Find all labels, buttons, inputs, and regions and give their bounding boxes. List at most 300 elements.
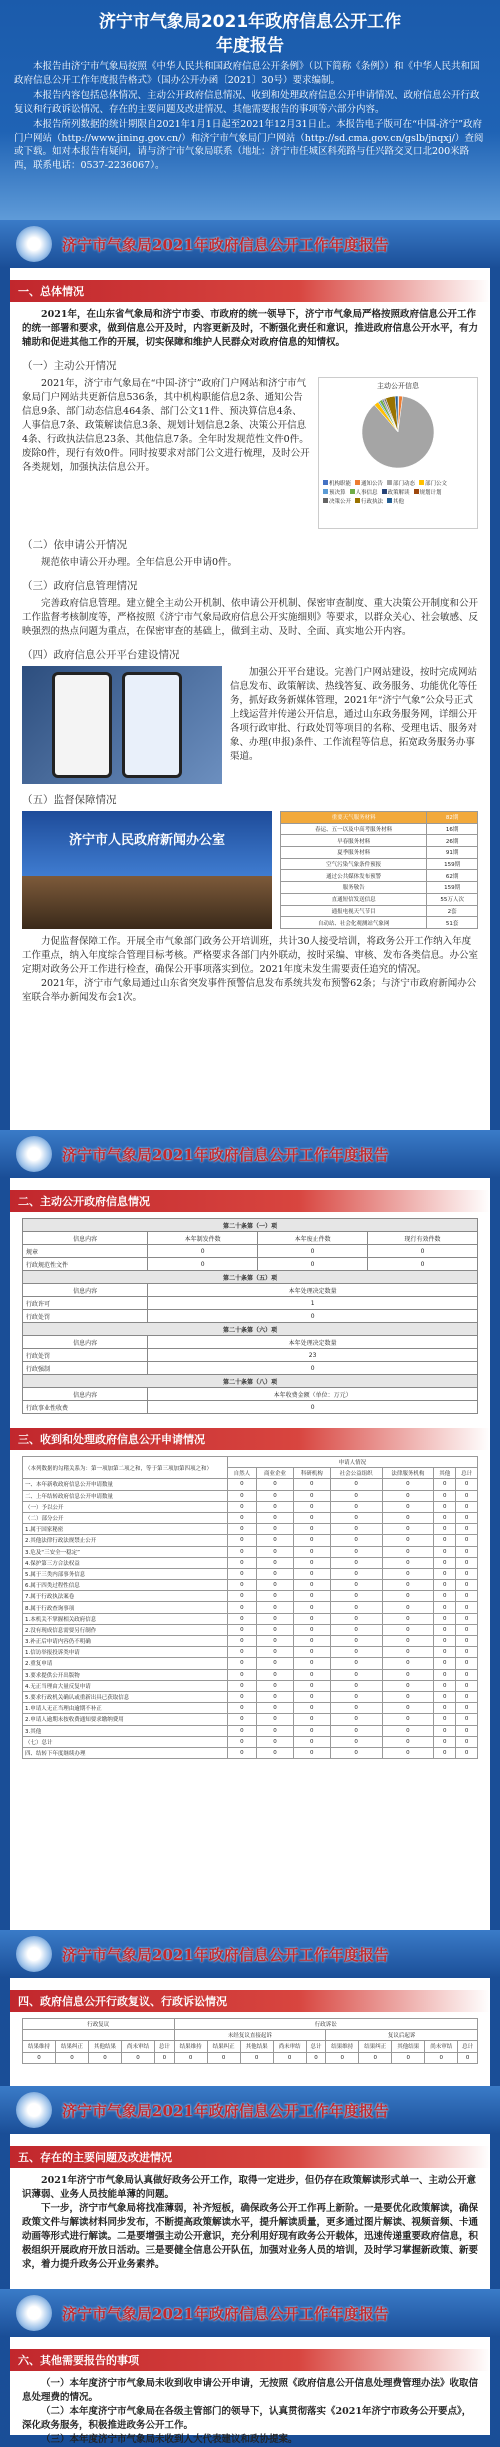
table-header: 本年废止件数 bbox=[258, 1232, 368, 1245]
table-cell: 0 bbox=[257, 1479, 294, 1490]
pie-legend-label: 决策公开 bbox=[329, 499, 352, 505]
table-cell: 0 bbox=[257, 1736, 294, 1747]
section-banner bbox=[0, 2289, 500, 2337]
table-cell: 0 bbox=[434, 1602, 456, 1613]
table-cell: 0 bbox=[257, 1669, 294, 1680]
table-cell: 0 bbox=[293, 1602, 330, 1613]
table-cell: 0 bbox=[382, 1613, 434, 1624]
table-cell: 0 bbox=[434, 1591, 456, 1602]
pie-legend-item bbox=[323, 497, 351, 505]
table-cell: 0 bbox=[257, 1703, 294, 1714]
table-cell: 0 bbox=[330, 1725, 382, 1736]
table-header: 总计 bbox=[458, 2041, 478, 2052]
pie-legend-item bbox=[355, 497, 383, 505]
table-cell: 0 bbox=[382, 1680, 434, 1691]
table-cell: 0 bbox=[382, 1714, 434, 1725]
table-cell: 3.补正后申请内容仍不明确 bbox=[23, 1636, 228, 1647]
table-cell: 0 bbox=[273, 2052, 306, 2063]
table-cell: 0 bbox=[382, 1647, 434, 1658]
table-cell: 0 bbox=[330, 1624, 382, 1635]
table-row bbox=[23, 1680, 478, 1691]
table-cell: 0 bbox=[293, 1647, 330, 1658]
table-cell: 1.本机关不掌握相关政府信息 bbox=[23, 1613, 228, 1624]
subsection-1-title: （一）主动公开情况 bbox=[22, 360, 117, 372]
table-cell: 0 bbox=[382, 1568, 434, 1579]
table-row bbox=[23, 1512, 478, 1523]
table-cell: （一）予以公开 bbox=[23, 1501, 228, 1512]
table-cell: 0 bbox=[434, 1501, 456, 1512]
table-cell: 0 bbox=[382, 1736, 434, 1747]
table-cell: 0 bbox=[293, 1546, 330, 1557]
table-row bbox=[23, 1613, 478, 1624]
table-cell: 0 bbox=[257, 1557, 294, 1568]
table-cell: 0 bbox=[148, 1245, 258, 1258]
table-cell: 0 bbox=[456, 1613, 478, 1624]
table-cell: 0 bbox=[434, 1680, 456, 1691]
emblem-icon bbox=[16, 2092, 52, 2128]
table-row bbox=[23, 1747, 478, 1758]
table-cell: 0 bbox=[258, 1258, 368, 1271]
table-cell: 0 bbox=[257, 1535, 294, 1546]
table-cell: 2.重复申请 bbox=[23, 1658, 228, 1669]
table-cell: 3.要求提供公开出版物 bbox=[23, 1669, 228, 1680]
table-row bbox=[23, 1602, 478, 1613]
table-cell: 0 bbox=[240, 2052, 273, 2063]
table-row bbox=[23, 1725, 478, 1736]
table-cell: 0 bbox=[456, 1524, 478, 1535]
table-cell: 0 bbox=[382, 1658, 434, 1669]
table-header: 结果维持 bbox=[23, 2041, 56, 2052]
table-cell: 0 bbox=[330, 1501, 382, 1512]
table-header: 行政复议 bbox=[23, 2019, 175, 2030]
table-row bbox=[23, 1490, 478, 1501]
table-cell: 0 bbox=[330, 1747, 382, 1758]
table-cell: 0 bbox=[23, 2052, 56, 2063]
table-cell: 0 bbox=[434, 1535, 456, 1546]
table-row bbox=[23, 1624, 478, 1635]
table-cell: 0 bbox=[330, 1490, 382, 1501]
pie-legend-item bbox=[387, 479, 415, 487]
table-cell: 0 bbox=[293, 1591, 330, 1602]
table-cell: 行政许可 bbox=[23, 1297, 148, 1310]
table-cell: 0 bbox=[227, 1602, 256, 1613]
table-row bbox=[23, 1669, 478, 1680]
table-header: 结果纠正 bbox=[207, 2041, 240, 2052]
table-cell: 0 bbox=[456, 1490, 478, 1501]
table-cell: 0 bbox=[227, 1669, 256, 1680]
table-cell: 0 bbox=[330, 1535, 382, 1546]
pie-legend-item bbox=[414, 488, 442, 496]
table-cell: 2套 bbox=[427, 905, 478, 917]
table-cell: 0 bbox=[257, 1680, 294, 1691]
table-cell: 四、结转下年度继续办理 bbox=[23, 1747, 228, 1758]
table-cell: 0 bbox=[227, 1580, 256, 1591]
table-cell: 0 bbox=[227, 1680, 256, 1691]
section-5-title: 五、存在的主要问题及改进情况 bbox=[10, 2146, 490, 2168]
report-title: 济宁市气象局2021年政府信息公开工作 bbox=[98, 12, 402, 32]
table-cell: 0 bbox=[456, 1747, 478, 1758]
table-row bbox=[23, 1714, 478, 1725]
table-cell: 行政规范性文件 bbox=[23, 1258, 148, 1271]
table-cell: 行政处罚 bbox=[23, 1310, 148, 1323]
pie-legend-item bbox=[350, 488, 378, 496]
table-cell: 0 bbox=[434, 1524, 456, 1535]
table-cell: 0 bbox=[207, 2052, 240, 2063]
section-banner bbox=[0, 1930, 500, 1978]
service-stats-table bbox=[280, 811, 478, 929]
table-cell: 0 bbox=[456, 1535, 478, 1546]
table-cell: 0 bbox=[434, 1479, 456, 1490]
table-cell: 0 bbox=[227, 1524, 256, 1535]
table-header: （本列数据的勾稽关系为：第一项加第二项之和，等于第三项加第四项之和） bbox=[23, 1457, 228, 1479]
table-cell: 0 bbox=[434, 1546, 456, 1557]
table-cell: 二、上年结转政府信息公开申请数量 bbox=[23, 1490, 228, 1501]
table-cell: 自动站、社会化观测站气象网 bbox=[281, 917, 427, 929]
table-cell: 51套 bbox=[427, 917, 478, 929]
table-cell: 0 bbox=[456, 1658, 478, 1669]
table-row bbox=[23, 1546, 478, 1557]
phone-screenshot-image bbox=[22, 666, 222, 784]
table-cell: 0 bbox=[456, 1703, 478, 1714]
table-cell: 0 bbox=[227, 1658, 256, 1669]
table-cell: 0 bbox=[434, 1747, 456, 1758]
table-cell: 3.其他 bbox=[23, 1725, 228, 1736]
table-cell: 0 bbox=[257, 1512, 294, 1523]
table-header: 信息内容 bbox=[23, 1232, 148, 1245]
table-header: 商业企业 bbox=[257, 1468, 294, 1479]
table-cell: 0 bbox=[382, 1624, 434, 1635]
table-cell: 0 bbox=[293, 1691, 330, 1702]
report-subtitle: 年度报告 bbox=[216, 36, 284, 56]
table-cell: 8.属于行政查询事项 bbox=[23, 1602, 228, 1613]
table-header: 结果维持 bbox=[174, 2041, 207, 2052]
press-wall-text: 济宁市人民政府新闻办公室 bbox=[68, 833, 225, 849]
table-cell: 0 bbox=[330, 1580, 382, 1591]
table-cell: 0 bbox=[434, 1557, 456, 1568]
table-row bbox=[23, 1501, 478, 1512]
table-row bbox=[281, 882, 478, 894]
table-row bbox=[23, 1691, 478, 1702]
other-text-3: （三）本年度济宁市气象局未收到人大代表建议和政协提案。 bbox=[41, 2434, 298, 2445]
table-row bbox=[281, 870, 478, 882]
table-cell: 0 bbox=[330, 1636, 382, 1647]
table-header: 本年处理决定数量 bbox=[148, 1284, 478, 1297]
table-row bbox=[281, 893, 478, 905]
table-cell: 0 bbox=[359, 2052, 392, 2063]
section-4-title: 四、政府信息公开行政复议、行政诉讼情况 bbox=[10, 1990, 490, 2012]
table-cell: 0 bbox=[456, 1591, 478, 1602]
pie-legend-label: 行政执法 bbox=[361, 499, 384, 505]
subsection-5-title: （五）监督保障情况 bbox=[22, 794, 117, 806]
table-header: 结果纠正 bbox=[359, 2041, 392, 2052]
banner-title: 济宁市气象局2021年政府信息公开工作年度报告 bbox=[62, 1945, 389, 1964]
pie-legend-item bbox=[323, 488, 346, 496]
pie-legend-item bbox=[419, 479, 447, 487]
table-cell: 0 bbox=[456, 1512, 478, 1523]
table-cell: 重要天气服务材料 bbox=[281, 812, 427, 824]
table-cell: 0 bbox=[293, 1501, 330, 1512]
table-cell: 2.其他法律行政法规禁止公开 bbox=[23, 1535, 228, 1546]
table-row bbox=[23, 1479, 478, 1490]
table-header: 其他结果 bbox=[240, 2041, 273, 2052]
table-header: 总计 bbox=[306, 2041, 326, 2052]
pie-legend-item bbox=[323, 479, 351, 487]
table-cell: 0 bbox=[456, 1501, 478, 1512]
table-cell: 0 bbox=[330, 1647, 382, 1658]
table-cell: 0 bbox=[368, 1258, 478, 1271]
table-cell: 直通短信发送信息 bbox=[281, 893, 427, 905]
table-cell: 0 bbox=[293, 1636, 330, 1647]
table-cell: 0 bbox=[293, 1490, 330, 1501]
table-cell: 0 bbox=[392, 2052, 425, 2063]
table-cell: 0 bbox=[456, 1568, 478, 1579]
table-cell: 0 bbox=[227, 1613, 256, 1624]
table-cell: 0 bbox=[257, 1568, 294, 1579]
table-row bbox=[281, 847, 478, 859]
table-cell: 0 bbox=[382, 1602, 434, 1613]
table-header: 信息内容 bbox=[23, 1284, 148, 1297]
table-group-header: 第二十条第（六）项 bbox=[23, 1323, 478, 1336]
table-row bbox=[281, 823, 478, 835]
table-cell: 0 bbox=[293, 1736, 330, 1747]
subsection-3-title: （三）政府信息管理情况 bbox=[22, 580, 138, 592]
table-cell: 0 bbox=[330, 1714, 382, 1725]
table-row bbox=[281, 905, 478, 917]
cover-paragraph-2: 本报告内容包括总体情况、主动公开政府信息情况、收到和处理政府信息公开申请情况、政府信息公开行政复议和行政诉讼情况、存在的主要问题及改进情况、其他需要报告的事项等六部分内容。 bbox=[14, 90, 480, 115]
table-row bbox=[281, 917, 478, 929]
table-cell: 91期 bbox=[427, 847, 478, 859]
table-cell: 规章 bbox=[23, 1245, 148, 1258]
table-cell: 0 bbox=[330, 1613, 382, 1624]
table-cell: 159期 bbox=[427, 858, 478, 870]
section-5-panel bbox=[10, 2134, 490, 2289]
table-cell: 0 bbox=[227, 1479, 256, 1490]
section-3-title: 三、收到和处理政府信息公开申请情况 bbox=[10, 1428, 490, 1450]
table-cell: 0 bbox=[456, 1546, 478, 1557]
table-row bbox=[23, 1557, 478, 1568]
table-cell: 0 bbox=[434, 1658, 456, 1669]
table-cell: 0 bbox=[330, 1658, 382, 1669]
section-banner bbox=[0, 2086, 500, 2134]
table-row bbox=[23, 1703, 478, 1714]
platform-text: 加强公开平台建设。完善门户网站建设，按时完成网站信息发布、政策解读、热线答复、政务服务、功能优化等任务，抓好政务新媒体管理，2021年“济宁气象”公众号正式上线运营并传递公开信息，通过山东政务服务网，详细公开各项行政审批、行政处罚等项目的名称、受理电话、服务对象、办理(申报)条件、工作流程等信息，拓宽政务服务办事渠道。 bbox=[230, 667, 478, 762]
table-cell: 0 bbox=[330, 1736, 382, 1747]
table-cell: 0 bbox=[456, 1669, 478, 1680]
table-header: 社会公益组织 bbox=[330, 1468, 382, 1479]
pie-legend-label: 通知公告 bbox=[361, 481, 384, 487]
table-cell: 0 bbox=[122, 2052, 155, 2063]
table-cell: 0 bbox=[456, 1714, 478, 1725]
table-cell: 0 bbox=[174, 2052, 207, 2063]
table-cell: 0 bbox=[456, 1624, 478, 1635]
table-cell: （二）部分公开 bbox=[23, 1512, 228, 1523]
table-cell: 0 bbox=[148, 1401, 478, 1414]
table-header: 其他 bbox=[434, 1468, 456, 1479]
table-cell: 早春服务材料 bbox=[281, 835, 427, 847]
table-cell: 0 bbox=[257, 1636, 294, 1647]
table-cell: 0 bbox=[330, 1691, 382, 1702]
table-cell: 通过公共媒体发布预警 bbox=[281, 870, 427, 882]
pie-legend-label: 预决算 bbox=[329, 490, 346, 496]
table-header: 本年制发件数 bbox=[148, 1232, 258, 1245]
table-cell: 0 bbox=[257, 1546, 294, 1557]
table-cell: 0 bbox=[382, 1546, 434, 1557]
cover-paragraph-3: 本报告所列数据的统计期限自2021年1月1日起至2021年12月31日止。本报告电子版可在“中国-济宁”政府门户网站（http://www.jining.gov.cn/）和济宁市气象局门户网站（http://sd.cma.gov.cn/gslb/jnqxj/）查阅或下载。如对本报告有疑问，请与济宁市气象局联系（地址：济宁市任城区科苑路与任兴路交叉口北200米路西，联系电话：0537-2236067）。 bbox=[14, 119, 484, 171]
table-header: 本年处理决定数量 bbox=[148, 1336, 478, 1349]
table-cell: 0 bbox=[293, 1624, 330, 1635]
table-cell: 通报电视天气节目 bbox=[281, 905, 427, 917]
table-cell: 6.属于四类过程性信息 bbox=[23, 1580, 228, 1591]
pie-legend-label: 部门公文 bbox=[425, 481, 448, 487]
table-cell: 0 bbox=[456, 1647, 478, 1658]
table-cell: 0 bbox=[434, 1580, 456, 1591]
table-cell: 1.信访举报投诉类申请 bbox=[23, 1647, 228, 1658]
table-cell: 0 bbox=[382, 1669, 434, 1680]
table-cell: 0 bbox=[330, 1512, 382, 1523]
table-cell: 55万人次 bbox=[427, 893, 478, 905]
table-cell: 0 bbox=[368, 1245, 478, 1258]
table-cell: 0 bbox=[257, 1691, 294, 1702]
press-conference-photo bbox=[22, 811, 272, 929]
table-group-header: 第二十条第（五）项 bbox=[23, 1271, 478, 1284]
table-row bbox=[23, 1736, 478, 1747]
table-cell: 0 bbox=[456, 1602, 478, 1613]
problems-text-2: 下一步，济宁市气象局将找准薄弱，补齐短板，确保政务公开工作再上新阶。一是要优化政策解读，确保政策文件与解读材料同步发布，不断提高政策解读水平，提升解读质量，更多通过图片解读、视频音频、卡通动画等形式进行解读。二是要增强主动公开意识，充分利用好现有政务公开载体，迅速传递重要政府信息，积极组织开展政府开放日活动。三是要健全信息公开队伍，加强对业务人员的培训，及时学习掌握新政策、新要求，着力提升政务公开业务素养。 bbox=[22, 2203, 479, 2270]
table-cell: 0 bbox=[458, 2052, 478, 2063]
table-cell: 0 bbox=[293, 1680, 330, 1691]
table-header: 其他结果 bbox=[392, 2041, 425, 2052]
table-cell: 0 bbox=[382, 1512, 434, 1523]
table-header: 法律服务机构 bbox=[382, 1468, 434, 1479]
table-cell: 3.危及“三安全一稳定” bbox=[23, 1546, 228, 1557]
emblem-icon bbox=[16, 1936, 52, 1972]
table-cell: 0 bbox=[434, 1512, 456, 1523]
table-cell: 0 bbox=[293, 1669, 330, 1680]
table-header: 信息内容 bbox=[23, 1336, 148, 1349]
table-cell: 0 bbox=[330, 1479, 382, 1490]
pie-legend-label: 规划计划 bbox=[419, 490, 442, 496]
table-header: 结果纠正 bbox=[56, 2041, 89, 2052]
table-cell: 0 bbox=[227, 1501, 256, 1512]
table-group-header: 第二十条第（八）项 bbox=[23, 1375, 478, 1388]
table-header: 申请人情况 bbox=[227, 1457, 477, 1468]
section-2-3-panel bbox=[10, 1178, 490, 1930]
table-cell: 0 bbox=[257, 1647, 294, 1658]
table-cell: 0 bbox=[257, 1613, 294, 1624]
supervision-text-1: 力促监督保障工作。开展全市气象部门政务公开培训班，共计30人接受培训，将政务公开工作纳入年度工作重点，纳入年度综合管理目标考核。严格要求各部门内外联动，按时采编、审核、发布各类信息。办公室定期对政务公开工作进行检查，确保公开事项落实到位。2021年度未发生需要责任追究的情况。 bbox=[22, 936, 479, 975]
table-header: 尚未审结 bbox=[273, 2041, 306, 2052]
pie-legend-label: 政策解读 bbox=[387, 490, 410, 496]
table-cell: 0 bbox=[456, 1580, 478, 1591]
table-row bbox=[23, 1647, 478, 1658]
section-1-title: 一、总体情况 bbox=[10, 280, 490, 302]
table-cell: 0 bbox=[382, 1747, 434, 1758]
table-row bbox=[23, 1524, 478, 1535]
table-cell: 0 bbox=[330, 1568, 382, 1579]
table-cell: 0 bbox=[330, 1669, 382, 1680]
table-cell: 0 bbox=[456, 1725, 478, 1736]
subsection-4-title: （四）政府信息公开平台建设情况 bbox=[22, 649, 180, 661]
table-cell: 0 bbox=[434, 1636, 456, 1647]
table-header: 科研机构 bbox=[293, 1468, 330, 1479]
supervision-text-2: 2021年，济宁市气象局通过山东省突发事件预警信息发布系统共发布预警62条；与济宁市政府新闻办公室联合举办新闻发布会1次。 bbox=[22, 978, 477, 1003]
table-header: 总计 bbox=[155, 2041, 175, 2052]
table-row bbox=[23, 1535, 478, 1546]
table-cell: 0 bbox=[382, 1535, 434, 1546]
active-disclosure-table bbox=[22, 1218, 478, 1414]
table-cell: 0 bbox=[258, 1245, 368, 1258]
table-cell: 0 bbox=[257, 1524, 294, 1535]
table-cell: 0 bbox=[434, 1736, 456, 1747]
table-cell: 1.属于国家秘密 bbox=[23, 1524, 228, 1535]
table-cell: 0 bbox=[293, 1703, 330, 1714]
application-text: 规范依申请公开办理。全年信息公开申请0件。 bbox=[41, 557, 238, 568]
table-row bbox=[23, 1658, 478, 1669]
management-text: 完善政府信息管理。建立健全主动公开机制、依申请公开机制、保密审查制度、重大决策公开制度和公开工作监督考核制度等，严格按照《济宁市气象局政府信息公开实施细则》等要求，以群众关心、社会敏感、反映强烈的热点问题为重点，在保密审查的基础上，做到主动、及时、全面、真实地公开内容。 bbox=[22, 598, 479, 637]
problems-text-1: 2021年济宁市气象局认真做好政务公开工作，取得一定进步，但仍存在政策解读形式单一、主动公开意识薄弱、业务人员技能单薄的问题。 bbox=[22, 2175, 476, 2200]
table-cell: 0 bbox=[382, 1580, 434, 1591]
pie-legend-label: 人事信息 bbox=[355, 490, 378, 496]
table-header: 复议后起诉 bbox=[326, 2030, 478, 2041]
table-cell: 0 bbox=[148, 1310, 478, 1323]
pie-legend-item bbox=[387, 497, 404, 505]
table-cell: 0 bbox=[227, 1725, 256, 1736]
table-cell: 0 bbox=[227, 1546, 256, 1557]
table-cell: 0 bbox=[257, 1501, 294, 1512]
table-cell: 0 bbox=[227, 1714, 256, 1725]
table-cell: 0 bbox=[155, 2052, 175, 2063]
table-cell: 0 bbox=[434, 1703, 456, 1714]
table-cell: 0 bbox=[257, 1714, 294, 1725]
table-cell: 0 bbox=[227, 1557, 256, 1568]
emblem-icon bbox=[16, 1136, 52, 1172]
table-cell: 0 bbox=[434, 1624, 456, 1635]
table-cell: 0 bbox=[257, 1591, 294, 1602]
table-cell: 0 bbox=[382, 1490, 434, 1501]
table-cell: 0 bbox=[227, 1512, 256, 1523]
table-cell: 5.属于三类内部事务信息 bbox=[23, 1568, 228, 1579]
emblem-icon bbox=[16, 2295, 52, 2331]
table-cell: 1.申请人无正当理由逾期不补正 bbox=[23, 1703, 228, 1714]
section-6-panel bbox=[10, 2337, 490, 2445]
table-cell: 0 bbox=[434, 1725, 456, 1736]
report-cover bbox=[0, 0, 500, 220]
table-cell: 0 bbox=[227, 1535, 256, 1546]
table-cell: 0 bbox=[434, 1568, 456, 1579]
table-cell: 0 bbox=[227, 1647, 256, 1658]
active-disclosure-text: 2021年，济宁市气象局在“中国-济宁”政府门户网站和济宁市气象局门户网站共更新信息536条，其中机构职能信息2条、通知公告信息9条、部门动态信息464条、部门公文11件、预决算信息4条、人事信息7条、政策解读信息3条、规划计划信息2条、决策公开信息4条、行政执法信息23条、其他信息7条。全年时发规范性文件0件。废除0件，现行有效0件。同时按要求对部门公文进行梳理，及时公开各类规划，加强执法信息公开。 bbox=[22, 378, 310, 473]
table-cell: 0 bbox=[434, 1490, 456, 1501]
section-1-panel bbox=[10, 268, 490, 1130]
table-cell: 0 bbox=[330, 1524, 382, 1535]
pie-legend-label: 部门动态 bbox=[393, 481, 416, 487]
table-header: 本年收费金额（单位：万元） bbox=[148, 1388, 478, 1401]
table-row bbox=[281, 812, 478, 824]
pie-legend-label: 机构职能 bbox=[329, 481, 352, 487]
table-cell: 0 bbox=[293, 1725, 330, 1736]
table-cell: 0 bbox=[382, 1501, 434, 1512]
table-cell: 0 bbox=[306, 2052, 326, 2063]
table-cell: 0 bbox=[330, 1546, 382, 1557]
table-cell: 0 bbox=[148, 1258, 258, 1271]
banner-title: 济宁市气象局2021年政府信息公开工作年度报告 bbox=[62, 235, 389, 254]
table-cell: 0 bbox=[227, 1691, 256, 1702]
table-cell: 0 bbox=[382, 1524, 434, 1535]
table-cell: 0 bbox=[227, 1591, 256, 1602]
banner-title: 济宁市气象局2021年政府信息公开工作年度报告 bbox=[62, 1145, 389, 1164]
table-cell: 2.申请人逾期未按收费通知要求缴纳费用 bbox=[23, 1714, 228, 1725]
table-cell: 行政事业性收费 bbox=[23, 1401, 148, 1414]
